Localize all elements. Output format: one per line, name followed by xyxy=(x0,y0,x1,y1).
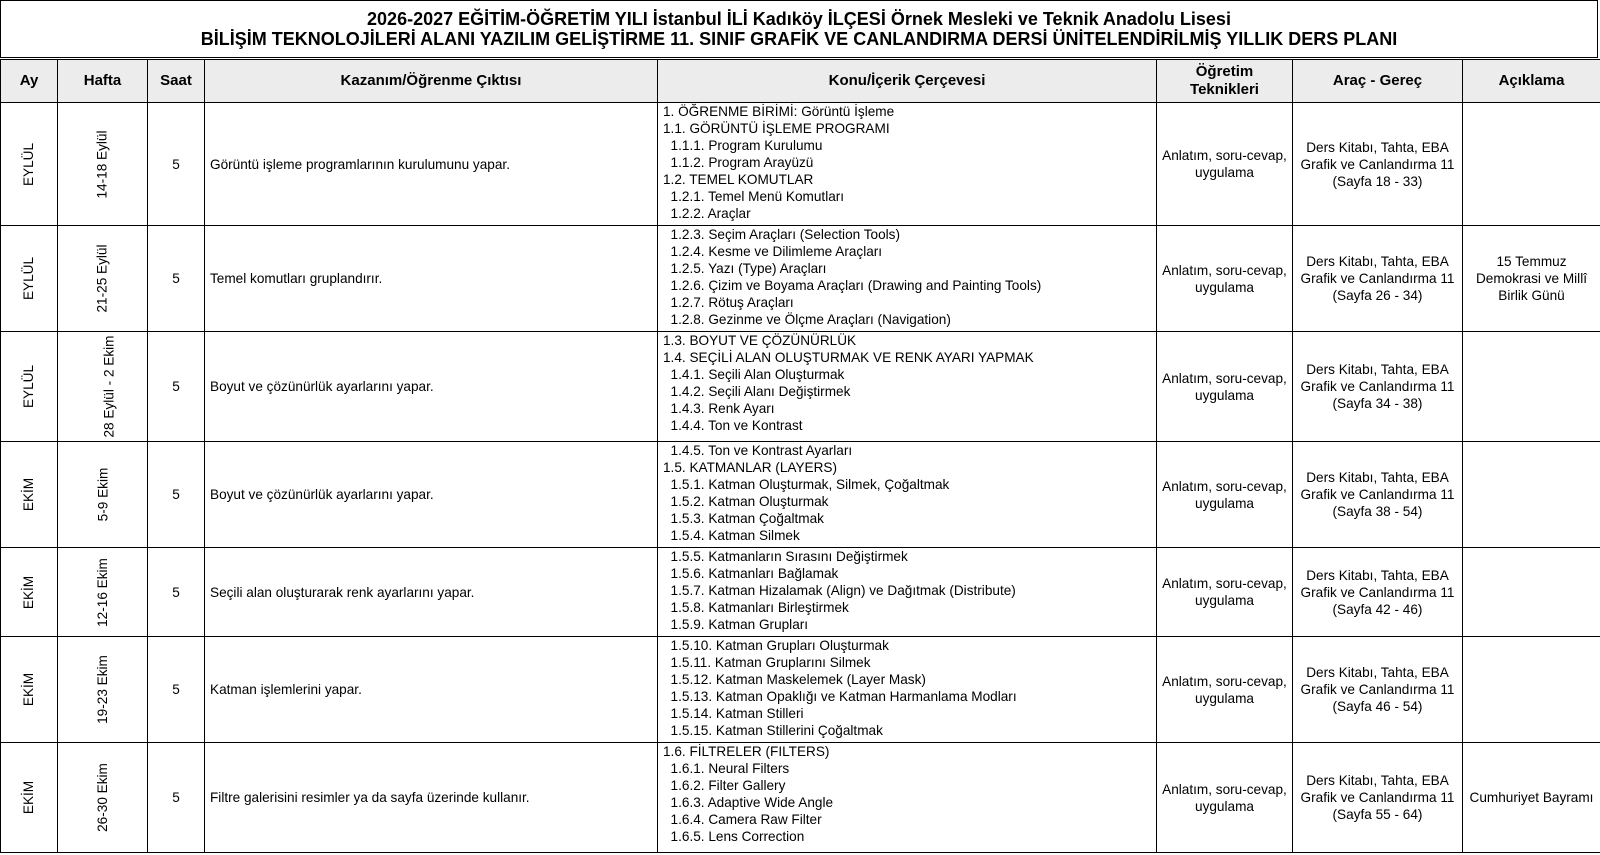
content-line: 1.5.5. Katmanların Sırasını Değiştirmek xyxy=(663,549,908,564)
hours-cell: 5 xyxy=(148,226,205,332)
tools-cell-line: Ders Kitabı, Tahta, EBA xyxy=(1306,362,1449,377)
content-line: 1.4.1. Seçili Alan Oluşturmak xyxy=(663,367,845,382)
tools-cell xyxy=(1293,743,1463,853)
table-row xyxy=(1,548,1600,637)
content-cell xyxy=(658,548,1157,637)
content-line: 1. ÖĞRENME BİRİMİ: Görüntü İşleme xyxy=(663,104,895,119)
methods-cell-line: uygulama xyxy=(1195,495,1254,511)
yearly-plan-table xyxy=(0,59,1600,853)
week-label: 26-30 Ekim xyxy=(94,763,110,832)
content-line: 1.2.5. Yazı (Type) Araçları xyxy=(663,261,827,276)
methods-cell-line: uygulama xyxy=(1195,690,1254,706)
table-row xyxy=(1,332,1600,442)
tools-cell-line: Ders Kitabı, Tahta, EBA xyxy=(1306,567,1449,583)
outcome-cell: Seçili alan oluşturarak renk ayarlarını yapar. xyxy=(205,548,658,637)
tools-cell-line: Ders Kitabı, Tahta, EBA xyxy=(1306,470,1449,485)
content-line: 1.5.15. Katman Stillerini Çoğaltmak xyxy=(663,723,883,738)
notes-cell xyxy=(1463,743,1600,853)
tools-cell xyxy=(1293,226,1463,332)
tools-cell xyxy=(1293,332,1463,442)
content-line: 1.5.2. Katman Oluşturmak xyxy=(663,494,829,509)
content-line: 1.4.2. Seçili Alanı Değiştirmek xyxy=(663,384,851,399)
content-line: 1.2. TEMEL KOMUTLAR xyxy=(663,172,814,187)
table-row xyxy=(1,743,1600,853)
content-line: 1.5.6. Katmanları Bağlamak xyxy=(663,566,839,581)
header-row xyxy=(1,60,1600,103)
notes-cell-line: Birlik Günü xyxy=(1498,288,1565,303)
table-row xyxy=(1,442,1600,548)
tools-cell-line: Grafik ve Canlandırma 11 xyxy=(1300,271,1455,286)
week-cell xyxy=(58,743,148,853)
methods-cell xyxy=(1157,548,1293,637)
col-header-outcome: Kazanım/Öğrenme Çıktısı xyxy=(205,60,658,103)
hours-cell: 5 xyxy=(148,637,205,743)
methods-cell xyxy=(1157,637,1293,743)
hours-cell: 5 xyxy=(148,442,205,548)
content-line: 1.4.3. Renk Ayarı xyxy=(663,401,775,416)
outcome-cell: Filtre galerisini resimler ya da sayfa üzerinde kullanır. xyxy=(205,743,658,853)
month-label: EYLÜL xyxy=(21,364,37,409)
content-line: 1.2.1. Temel Menü Komutları xyxy=(663,189,845,204)
methods-cell xyxy=(1157,332,1293,442)
col-header-methods: Öğretim Teknikleri xyxy=(1157,60,1293,103)
hours-cell: 5 xyxy=(148,103,205,226)
content-line: 1.5.3. Katman Çoğaltmak xyxy=(663,511,824,526)
methods-cell-line: Anlatım, soru-cevap, xyxy=(1162,576,1287,591)
methods-cell-line: Anlatım, soru-cevap, xyxy=(1162,262,1287,278)
hours-cell: 5 xyxy=(148,548,205,637)
month-label: EYLÜL xyxy=(21,256,37,301)
content-line: 1.5.9. Katman Grupları xyxy=(663,617,809,632)
content-line: 1.5.13. Katman Opaklığı ve Katman Harmanlama Modları xyxy=(663,689,1017,704)
tools-cell-line: (Sayfa 18 - 33) xyxy=(1332,173,1423,189)
outcome-cell: Katman işlemlerini yapar. xyxy=(205,637,658,743)
methods-cell xyxy=(1157,442,1293,548)
week-cell xyxy=(58,332,148,442)
content-line: 1.6.1. Neural Filters xyxy=(663,761,790,776)
content-line: 1.4. SEÇİLİ ALAN OLUŞTURMAK VE RENK AYARI YAPMAK xyxy=(663,350,1034,365)
content-line: 1.2.8. Gezinme ve Ölçme Araçları (Navigation) xyxy=(663,312,951,327)
notes-cell-line: Cumhuriyet Bayramı xyxy=(1469,790,1594,805)
tools-cell-line: (Sayfa 34 - 38) xyxy=(1332,396,1423,411)
methods-cell-line: uygulama xyxy=(1195,798,1254,814)
month-label: EYLÜL xyxy=(21,142,37,186)
methods-cell-line: uygulama xyxy=(1195,387,1254,403)
content-cell xyxy=(658,103,1157,226)
content-line: 1.4.5. Ton ve Kontrast Ayarları xyxy=(663,443,853,458)
content-cell xyxy=(658,442,1157,548)
notes-cell xyxy=(1463,442,1600,548)
tools-cell xyxy=(1293,548,1463,637)
month-cell xyxy=(1,548,58,637)
methods-cell-line: Anlatım, soru-cevap, xyxy=(1162,781,1287,797)
outcome-cell: Temel komutları gruplandırır. xyxy=(205,226,658,332)
week-cell xyxy=(58,637,148,743)
table-row xyxy=(1,226,1600,332)
month-cell xyxy=(1,743,58,853)
col-header-month: Ay xyxy=(1,60,58,103)
tools-cell-line: Grafik ve Canlandırma 11 xyxy=(1300,487,1455,502)
week-label: 12-16 Ekim xyxy=(94,557,110,627)
notes-cell xyxy=(1463,637,1600,743)
content-line: 1.2.7. Rötuş Araçları xyxy=(663,295,794,310)
month-label: EKİM xyxy=(21,780,37,815)
notes-cell-line: Demokrasi ve Millî xyxy=(1475,271,1588,286)
content-cell xyxy=(658,637,1157,743)
tools-cell-line: Ders Kitabı, Tahta, EBA xyxy=(1306,139,1449,155)
content-line: 1.1.1. Program Kurulumu xyxy=(663,138,823,153)
week-cell xyxy=(58,548,148,637)
content-line: 1.1.2. Program Arayüzü xyxy=(663,155,814,170)
week-label: 14-18 Eylül xyxy=(94,129,110,199)
methods-cell-line: uygulama xyxy=(1195,593,1254,608)
notes-cell xyxy=(1463,332,1600,442)
content-line: 1.6.5. Lens Correction xyxy=(663,829,805,844)
tools-cell-line: Grafik ve Canlandırma 11 xyxy=(1300,379,1455,394)
table-row xyxy=(1,637,1600,743)
month-label: EKİM xyxy=(21,672,37,707)
tools-cell xyxy=(1293,637,1463,743)
week-label: 21-25 Eylül xyxy=(94,244,110,313)
notes-cell xyxy=(1463,548,1600,637)
col-header-content: Konu/İçerik Çerçevesi xyxy=(658,60,1157,103)
month-cell xyxy=(1,637,58,743)
week-label: 5-9 Ekim xyxy=(94,467,110,522)
content-line: 1.3. BOYUT VE ÇÖZÜNÜRLÜK xyxy=(663,333,857,348)
tools-cell-line: (Sayfa 42 - 46) xyxy=(1332,601,1423,617)
month-label: EKİM xyxy=(21,477,37,512)
content-line: 1.6.4. Camera Raw Filter xyxy=(663,812,822,827)
tools-cell-line: Ders Kitabı, Tahta, EBA xyxy=(1306,665,1449,680)
content-cell xyxy=(658,332,1157,442)
content-line: 1.5. KATMANLAR (LAYERS) xyxy=(663,460,837,475)
hours-cell: 5 xyxy=(148,332,205,442)
methods-cell-line: uygulama xyxy=(1195,279,1254,295)
notes-cell-line: 15 Temmuz xyxy=(1496,254,1567,269)
content-line: 1.2.3. Seçim Araçları (Selection Tools) xyxy=(663,227,900,242)
col-header-hours: Saat xyxy=(148,60,205,103)
week-cell xyxy=(58,103,148,226)
methods-cell xyxy=(1157,743,1293,853)
content-line: 1.1. GÖRÜNTÜ İŞLEME PROGRAMI xyxy=(663,121,890,136)
tools-cell-line: (Sayfa 26 - 34) xyxy=(1332,288,1423,303)
tools-cell-line: Grafik ve Canlandırma 11 xyxy=(1300,584,1455,600)
tools-cell-line: (Sayfa 38 - 54) xyxy=(1332,504,1423,519)
month-cell xyxy=(1,226,58,332)
content-cell xyxy=(658,226,1157,332)
notes-cell xyxy=(1463,103,1600,226)
methods-cell-line: Anlatım, soru-cevap, xyxy=(1162,673,1287,689)
methods-cell xyxy=(1157,103,1293,226)
document-title xyxy=(0,0,1598,58)
outcome-cell: Görüntü işleme programlarının kurulumunu yapar. xyxy=(205,103,658,226)
week-label: 28 Eylül - 2 Ekim xyxy=(101,335,117,438)
week-label: 19-23 Ekim xyxy=(94,655,110,724)
col-header-week: Hafta xyxy=(58,60,148,103)
methods-cell-line: Anlatım, soru-cevap, xyxy=(1162,478,1287,494)
notes-cell xyxy=(1463,226,1600,332)
tools-cell-line: (Sayfa 55 - 64) xyxy=(1332,807,1423,822)
title-line-1: 2026-2027 EĞİTİM-ÖĞRETİM YILI İstanbul İLİ Kadıköy İLÇESİ Örnek Mesleki ve Teknik Anadolu Lisesi xyxy=(367,9,1231,29)
col-header-notes: Açıklama xyxy=(1463,60,1600,103)
content-line: 1.5.12. Katman Maskelemek (Layer Mask) xyxy=(663,672,926,687)
content-line: 1.2.2. Araçlar xyxy=(663,206,751,221)
content-line: 1.5.1. Katman Oluşturmak, Silmek, Çoğaltmak xyxy=(663,477,950,492)
content-line: 1.6.2. Filter Gallery xyxy=(663,778,786,793)
methods-cell xyxy=(1157,226,1293,332)
content-line: 1.6.3. Adaptive Wide Angle xyxy=(663,795,834,810)
month-cell xyxy=(1,103,58,226)
content-cell xyxy=(658,743,1157,853)
content-line: 1.5.11. Katman Gruplarını Silmek xyxy=(663,655,871,670)
methods-cell-line: uygulama xyxy=(1195,165,1254,180)
methods-cell-line: Anlatım, soru-cevap, xyxy=(1162,370,1287,386)
table-row xyxy=(1,103,1600,226)
outcome-cell: Boyut ve çözünürlük ayarlarını yapar. xyxy=(205,332,658,442)
tools-cell-line: Ders Kitabı, Tahta, EBA xyxy=(1306,773,1449,788)
content-line: 1.2.4. Kesme ve Dilimleme Araçları xyxy=(663,244,883,259)
tools-cell-line: Grafik ve Canlandırma 11 xyxy=(1300,790,1455,805)
content-line: 1.5.8. Katmanları Birleştirmek xyxy=(663,600,849,615)
content-line: 1.5.14. Katman Stilleri xyxy=(663,706,804,721)
tools-cell-line: (Sayfa 46 - 54) xyxy=(1332,699,1423,714)
content-line: 1.5.7. Katman Hizalamak (Align) ve Dağıtmak (Distribute) xyxy=(663,583,1016,598)
tools-cell-line: Grafik ve Canlandırma 11 xyxy=(1300,156,1455,172)
methods-cell-line: Anlatım, soru-cevap, xyxy=(1162,148,1287,163)
title-line-2: BİLİŞİM TEKNOLOJİLERİ ALANI YAZILIM GELİŞTİRME 11. SINIF GRAFİK VE CANLANDIRMA DERSİ ÜNİTELENDİRİLMİŞ YILLIK DERS PLANI xyxy=(200,29,1398,49)
content-line: 1.4.4. Ton ve Kontrast xyxy=(663,418,803,433)
tools-cell xyxy=(1293,442,1463,548)
col-header-tools: Araç - Gereç xyxy=(1293,60,1463,103)
content-line: 1.5.10. Katman Grupları Oluşturmak xyxy=(663,638,889,653)
hours-cell: 5 xyxy=(148,743,205,853)
month-label: EKİM xyxy=(21,575,37,609)
month-cell xyxy=(1,332,58,442)
outcome-cell: Boyut ve çözünürlük ayarlarını yapar. xyxy=(205,442,658,548)
content-line: 1.6. FİLTRELER (FILTERS) xyxy=(663,744,830,759)
week-cell xyxy=(58,226,148,332)
content-line: 1.5.4. Katman Silmek xyxy=(663,528,800,543)
week-cell xyxy=(58,442,148,548)
tools-cell-line: Ders Kitabı, Tahta, EBA xyxy=(1306,254,1449,269)
content-line: 1.2.6. Çizim ve Boyama Araçları (Drawing and Painting Tools) xyxy=(663,278,1042,293)
tools-cell xyxy=(1293,103,1463,226)
month-cell xyxy=(1,442,58,548)
tools-cell-line: Grafik ve Canlandırma 11 xyxy=(1300,682,1455,697)
